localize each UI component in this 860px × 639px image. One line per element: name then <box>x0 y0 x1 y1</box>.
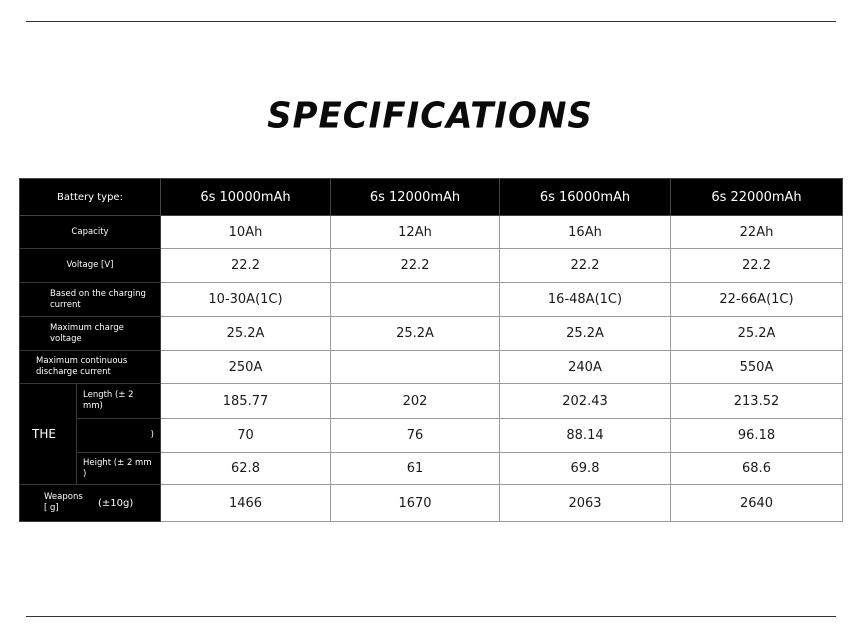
table-cell: 25.2A <box>671 317 843 351</box>
row-label-height: Height (± 2 mm ) <box>77 453 161 485</box>
table-row <box>20 384 843 419</box>
table-cell: 25.2A <box>500 317 671 351</box>
table-row <box>20 216 843 249</box>
table-row <box>20 485 843 522</box>
table-cell: 22.2 <box>161 249 331 283</box>
table-cell <box>331 283 500 317</box>
table-cell: 22-66A(1C) <box>671 283 843 317</box>
column-header: 6s 12000mAh <box>331 179 500 216</box>
table-cell: 61 <box>331 453 500 485</box>
row-label-charging-current: Based on the charging current <box>20 283 161 317</box>
table-cell: 25.2A <box>331 317 500 351</box>
table-row <box>20 453 843 485</box>
table-cell: 88.14 <box>500 419 671 453</box>
table-cell: 1466 <box>161 485 331 522</box>
header-row <box>20 179 843 216</box>
table-cell: 16-48A(1C) <box>500 283 671 317</box>
battery-type-label: Battery type: <box>20 179 161 216</box>
table-row <box>20 419 843 453</box>
table-cell <box>331 351 500 384</box>
table-cell: 202 <box>331 384 500 419</box>
table-cell: 22.2 <box>671 249 843 283</box>
table-cell: 76 <box>331 419 500 453</box>
table-cell: 10Ah <box>161 216 331 249</box>
row-label-voltage: Voltage [V] <box>20 249 161 283</box>
table-cell: 25.2A <box>161 317 331 351</box>
dimensions-group-label: THE <box>20 384 77 485</box>
table-cell: 202.43 <box>500 384 671 419</box>
row-label-max-discharge: Maximum continuous discharge current <box>20 351 161 384</box>
table-cell: 22.2 <box>500 249 671 283</box>
table-cell: 10-30A(1C) <box>161 283 331 317</box>
table-cell: 213.52 <box>671 384 843 419</box>
table-row <box>20 249 843 283</box>
table-cell: 12Ah <box>331 216 500 249</box>
table-cell: 70 <box>161 419 331 453</box>
table-cell: 22Ah <box>671 216 843 249</box>
row-label-length: Length (± 2 mm) <box>77 384 161 419</box>
table-cell: 1670 <box>331 485 500 522</box>
weight-unit: (±10g) <box>98 497 134 509</box>
table-row <box>20 283 843 317</box>
table-cell: 96.18 <box>671 419 843 453</box>
column-header: 6s 10000mAh <box>161 179 331 216</box>
table-cell: 550A <box>671 351 843 384</box>
table-cell: 69.8 <box>500 453 671 485</box>
weight-label-text: Weapons [ g] <box>44 492 83 513</box>
table-cell: 22.2 <box>331 249 500 283</box>
row-label-weight <box>20 485 161 522</box>
row-label-max-charge-voltage: Maximum charge voltage <box>20 317 161 351</box>
table-row <box>20 317 843 351</box>
column-header: 6s 16000mAh <box>500 179 671 216</box>
column-header: 6s 22000mAh <box>671 179 843 216</box>
page-title: SPECIFICATIONS <box>267 95 593 137</box>
table-cell: 2640 <box>671 485 843 522</box>
table-cell: 2063 <box>500 485 671 522</box>
table-cell: 62.8 <box>161 453 331 485</box>
bottom-divider <box>26 616 836 617</box>
table-cell: 240A <box>500 351 671 384</box>
table-cell: 185.77 <box>161 384 331 419</box>
spec-table <box>19 178 843 522</box>
table-row <box>20 351 843 384</box>
row-label-capacity: Capacity <box>20 216 161 249</box>
row-label-width: ) <box>77 419 161 453</box>
top-divider <box>26 21 836 22</box>
table-cell: 250A <box>161 351 331 384</box>
table-cell: 68.6 <box>671 453 843 485</box>
table-cell: 16Ah <box>500 216 671 249</box>
